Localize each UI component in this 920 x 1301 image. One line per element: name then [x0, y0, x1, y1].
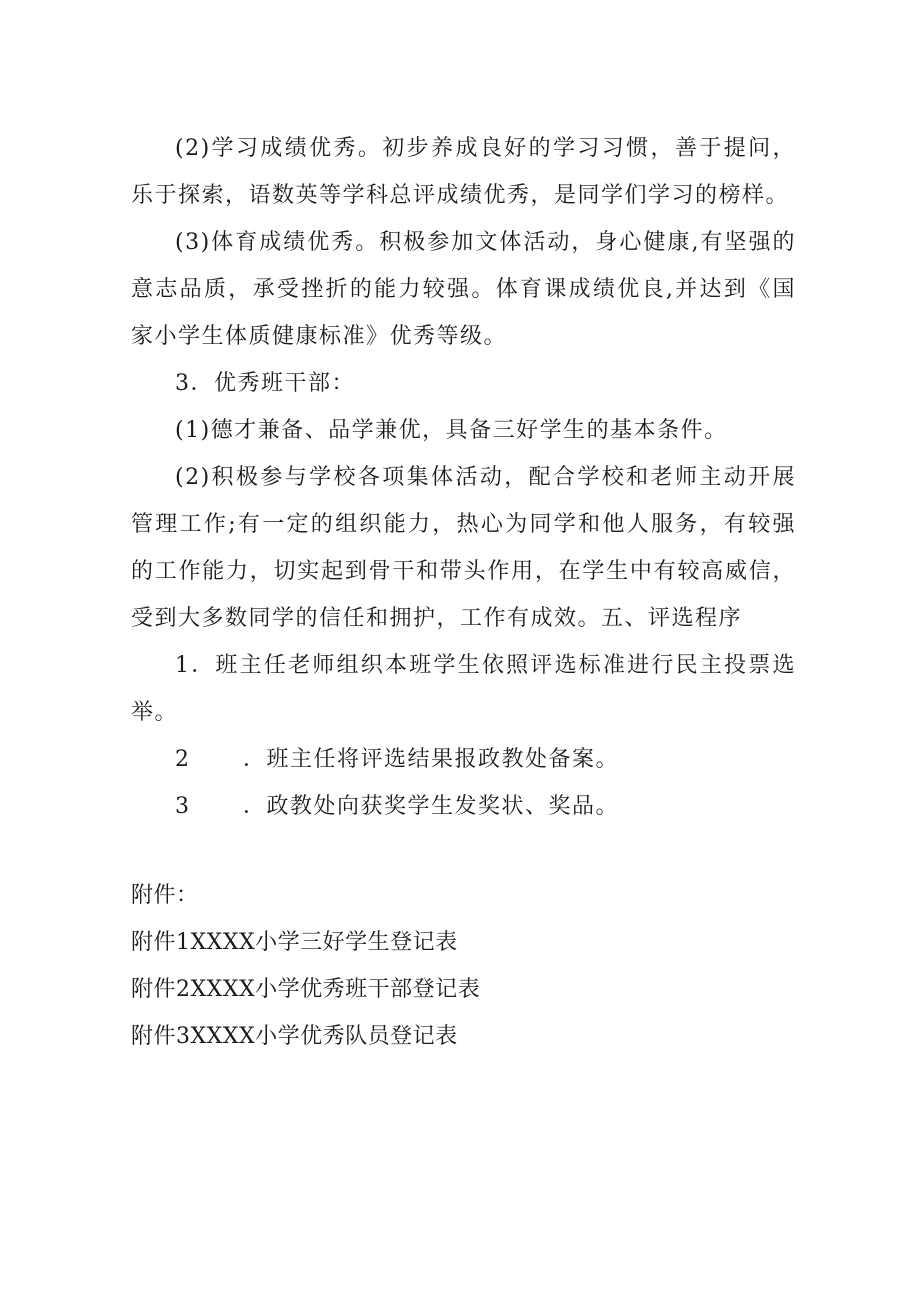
paragraph-cadre-condition-1: (1)德才兼备、品学兼优，具备三好学生的基本条件。: [175, 418, 728, 443]
procedure-step-3: [131, 783, 796, 830]
attachment-item: 附件1XXXX小学三好学生登记表: [131, 930, 458, 955]
step-number: 3: [175, 794, 191, 819]
paragraph-cadre-condition-2: (2)积极参与学校各项集体活动，配合学校和老师主动开展管理工作;有一定的组织能力，热心为同学和他人服务，有较强的工作能力，切实起到骨干和带头作用，在学生中有较高威信，受到大多数同学的信任和拥护，工作有成效。五、评选程序: [131, 465, 796, 631]
attachment-item: 附件3XXXX小学优秀队员登记表: [131, 1024, 458, 1049]
attachments-section: [131, 872, 796, 1060]
paragraph-procedure-step-1: 1．班主任老师组织本班学生依照评选标准进行民主投票选举。: [131, 653, 796, 725]
paragraph-academic-performance: (2)学习成绩优秀。初步养成良好的学习习惯，善于提问，乐于探索，语数英等学科总评成绩优秀，是同学们学习的榜样。: [131, 136, 796, 208]
paragraph-sports-performance: (3)体育成绩优秀。积极参加文体活动，身心健康,有坚强的意志品质，承受挫折的能力较强。体育课成绩优良,并达到《国家小学生体质健康标准》优秀等级。: [131, 230, 796, 349]
attachment-item: 附件2XXXX小学优秀班干部登记表: [131, 977, 481, 1002]
step-text: ．班主任将评选结果报政教处备案。: [243, 747, 620, 772]
heading-excellent-class-cadre: 3．优秀班干部：: [175, 371, 355, 396]
document-body: [131, 125, 796, 830]
procedure-step-2: [131, 736, 796, 783]
step-number: 2: [175, 747, 191, 772]
step-text: ．政教处向获奖学生发奖状、奖品。: [243, 794, 620, 819]
attachments-heading: 附件：: [131, 883, 199, 908]
